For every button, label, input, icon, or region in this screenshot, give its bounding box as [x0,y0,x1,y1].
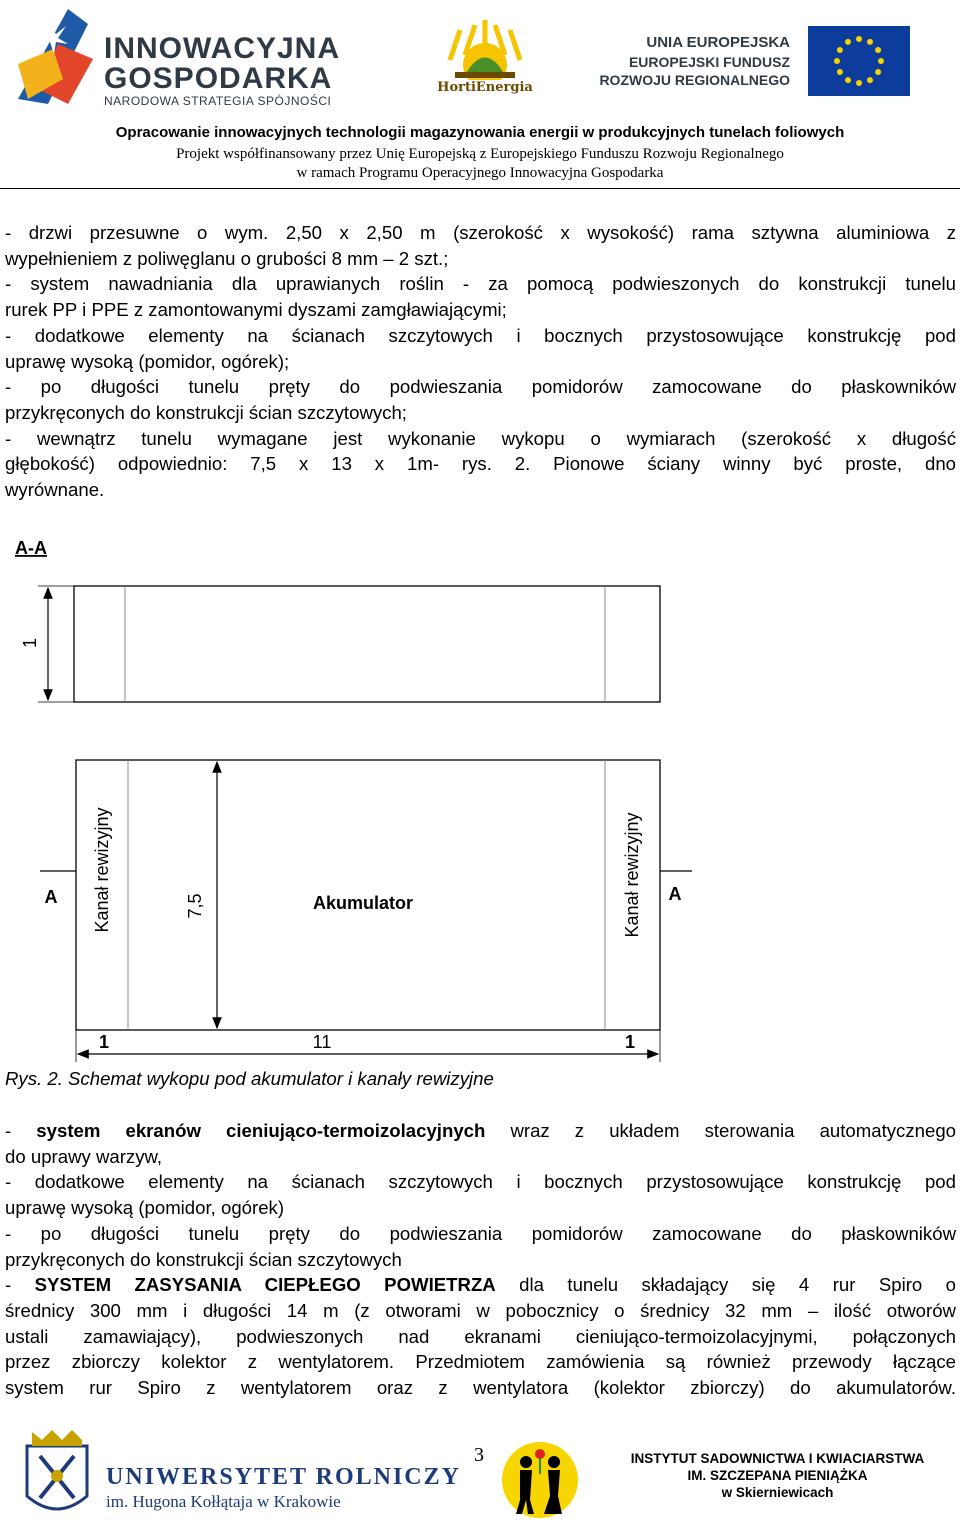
section-outline [74,586,660,702]
channel-right-label: Kanał rewizyjny [622,812,642,938]
channel-left-label: Kanał rewizyjny [92,807,112,933]
text-line: przez zbiorczy kolektor z wentylatorem. Przedmiotem zamówienia są również przewody łączące [5,1351,956,1373]
eu-star-icon [856,36,862,42]
text-line: uprawę wysoką (pomidor, ogórek) [5,1197,285,1219]
isk-line2: IM. SZCZEPANA PIENIĄŻKA [687,1468,868,1483]
length-dimension-text: 7,5 [185,893,205,919]
bold-term: SYSTEM ZASYSANIA CIEPŁEGO POWIETRZA [34,1274,496,1296]
hortienergia-logo [430,20,540,102]
figure-caption: Rys. 2. Schemat wykopu pod akumulator i kanały rewizyjne [5,1068,494,1089]
eu-star-icon [875,47,881,53]
eu-flag-icon [808,26,910,96]
text-line: wyrównane. [5,479,105,501]
sun-leaf-icon [430,20,540,80]
section-label: A-A [15,538,47,558]
university-crest-icon [22,1426,92,1522]
project-title: Opracowanie innowacyjnych technologii magazynowania energii w produkcyjnych tunelach foliowych [115,124,845,141]
eu-star-icon [875,69,881,75]
text-line: - dodatkowe elementy na ścianach szczytowych i bocznych przystosowujące konstrukcję pod [5,324,956,346]
isk-emblem-icon [500,1440,580,1520]
ig-logo-line2: GOSPODARKA [104,62,333,95]
isk-logo [500,1440,580,1520]
cut-label-left: A [44,887,58,907]
eu-star-icon [845,77,851,83]
akumulator-label: Akumulator [312,893,414,913]
text-line: - system ekranów cieniująco-termoizolacyjnych wraz z układem sterowania automatycznego [5,1120,957,1141]
hortienergia-text: HortiEnergia [437,80,533,95]
ur-logo-line1: UNIWERSYTET ROLNICZY [106,1464,461,1490]
width-dim-right-text: 1 [624,1032,636,1052]
isk-line1: INSTYTUT SADOWNICTWA I KWIACIARSTWA [630,1451,925,1466]
project-cofinance: Projekt współfinansowany przez Unię Europejską z Europejskiego Funduszu Rozwoju Regionalnego [176,146,784,162]
depth-dimension-text: 1 [20,637,40,649]
text-line: do uprawy warzyw, [5,1145,163,1167]
innowacyjna-gospodarka-logo [8,4,368,108]
page-number: 3 [474,1444,484,1466]
project-programme: w ramach Programu Operacyjnego Innowacyjna Gospodarka [296,165,664,181]
bold-term: system ekranów cieniująco-termoizolacyjnych [36,1120,486,1141]
text-line: - wewnątrz tunelu wymagane jest wykonanie wykopu o wymiarach (szerokość x długość [5,427,956,449]
excavation-drawing [0,530,960,1065]
text-line: wypełnieniem z poliwęglanu o grubości 8 mm – 2 szt.; [5,247,449,269]
cut-label-right: A [668,884,682,904]
eu-star-icon [845,39,851,45]
uniwersytet-rolniczy-logo [22,1426,461,1526]
ue-logo-line3: ROZWOJU REGIONALNEGO [599,72,790,88]
text-line: - SYSTEM ZASYSANIA CIEPŁEGO POWIETRZA dla tunelu składający się 4 rur Spiro o [5,1274,957,1296]
eu-star-icon [837,47,843,53]
body-text-top [5,220,956,503]
text-line: - drzwi przesuwne o wym. 2,50 x 2,50 m (szerokość x wysokość) rama sztywna aluminiowa z [5,222,956,243]
text-line: ustali zamawiający), podwieszonych nad ekranami cieniująco-termoizolacyjnymi, połączonych [5,1325,956,1347]
text-line: system rur Spiro z wentylatorem oraz z wentylatora (kolektor zbiorczy) do akumulatorów. [5,1377,956,1399]
ig-logo-line1: INNOWACYJNA [104,32,341,65]
text-line: - dodatkowe elementy na ścianach szczytowych i bocznych przystosowujące konstrukcję pod [5,1171,956,1193]
eu-star-icon [837,69,843,75]
eu-star-icon [867,39,873,45]
width-dim-mid-text: 11 [312,1032,332,1052]
text-line: - system nawadniania dla uprawianych roślin - za pomocą podwieszonych do konstrukcji tunelu [5,273,956,295]
ig-logo-line3: NARODOWA STRATEGIA SPÓJNOŚCI [104,94,332,108]
text-line: rurek PP i PPE z zamontowanymi dyszami zamgławiającymi; [5,299,507,321]
ue-logo-line2: EUROPEJSKI FUNDUSZ [628,54,790,70]
text-line: - po długości tunelu pręty do podwieszania pomidorów zamocowane do płaskowników [5,376,956,398]
text-line: głębokość) odpowiednio: 7,5 x 13 x 1m- rys. 2. Pionowe ściany winny być proste, dno [5,453,956,475]
width-dim-left-text: 1 [98,1032,110,1052]
body-text-bottom [5,1118,956,1401]
eu-star-icon [834,58,840,64]
eu-star-icon [856,80,862,86]
eu-star-icon [878,58,884,64]
text-line: - po długości tunelu pręty do podwieszania pomidorów zamocowane do płaskowników [5,1222,956,1244]
text-line: przykręconych do konstrukcji ścian szczytowych [5,1248,402,1270]
text-line: średnicy 300 mm i długości 14 m (z otworami w pobocznicy o średnicy 32 mm – ilość otworów [5,1299,956,1321]
unia-europejska-logo [599,26,910,98]
ig-emblem-icon [8,4,98,104]
ur-logo-line2: im. Hugona Kołłątaja w Krakowie [106,1492,341,1511]
isk-line3: w Skierniewicach [721,1485,834,1500]
text-line: uprawę wysoką (pomidor, ogórek); [5,350,290,372]
header-divider [0,188,960,189]
text-line: przykręconych do konstrukcji ścian szczytowych; [5,401,407,423]
ue-logo-line1: UNIA EUROPEJSKA [646,34,790,51]
eu-star-icon [867,77,873,83]
